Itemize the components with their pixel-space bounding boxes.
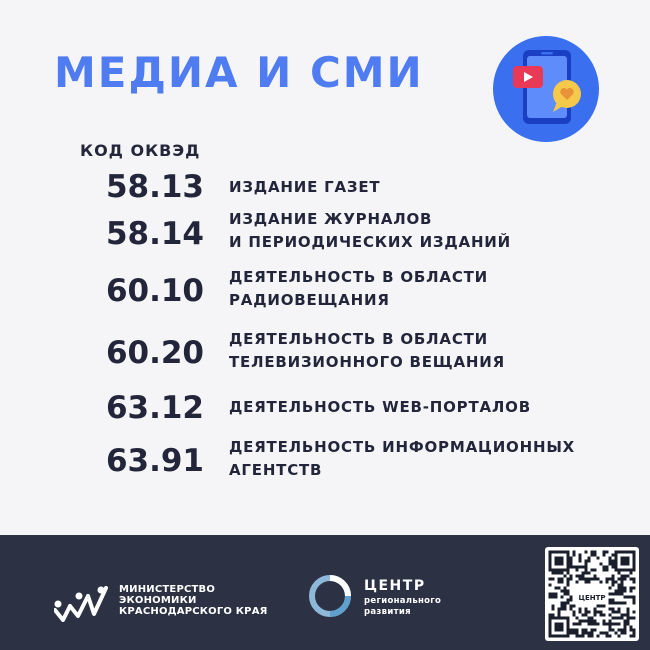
okved-row xyxy=(0,391,650,425)
okved-description-line: ИЗДАНИЕ ЖУРНАЛОВ xyxy=(229,210,433,228)
okved-description xyxy=(229,208,511,254)
ministry-name-line: КРАСНОДАРСКОГО КРАЯ xyxy=(119,606,268,617)
ministry-name-line: ЭКОНОМИКИ xyxy=(119,595,197,606)
okved-description-line: РАДИОВЕЩАНИЯ xyxy=(229,291,390,309)
center-subtitle-line: регионального xyxy=(364,596,442,606)
okved-row xyxy=(0,208,650,258)
okved-row xyxy=(0,266,650,316)
center-logo-icon xyxy=(306,572,354,620)
video-play-icon xyxy=(493,36,599,142)
okved-description-line: ТЕЛЕВИЗИОННОГО ВЕЩАНИЯ xyxy=(229,353,505,371)
center-subtitle-line: развития xyxy=(364,607,411,617)
okved-row xyxy=(0,169,650,205)
okved-row xyxy=(0,436,650,486)
okved-description-line: ДЕЯТЕЛЬНОСТЬ В ОБЛАСТИ xyxy=(229,330,489,348)
okved-description xyxy=(229,176,380,199)
qr-code-icon[interactable] xyxy=(545,547,639,641)
okved-description xyxy=(229,396,531,419)
ministry-logo-icon xyxy=(54,582,112,622)
okved-description-line: И ПЕРИОДИЧЕСКИХ ИЗДАНИЙ xyxy=(229,233,512,251)
okved-code: 58.14 xyxy=(105,216,204,252)
center-subtitle xyxy=(364,596,441,618)
okved-code: 58.13 xyxy=(105,169,204,205)
okved-description-line: ДЕЯТЕЛЬНОСТЬ WEB-ПОРТАЛОВ xyxy=(229,398,531,416)
okved-code-header: КОД ОКВЭД xyxy=(80,141,201,160)
ministry-name xyxy=(119,584,268,617)
okved-code: 63.91 xyxy=(105,443,204,479)
okved-description-line: ИЗДАНИЕ ГАЗЕТ xyxy=(229,178,381,196)
center-title: ЦЕНТР xyxy=(364,578,426,594)
qr-code-image xyxy=(545,547,639,641)
okved-description-line: АГЕНТСТВ xyxy=(229,461,323,479)
page-title: МЕДИА И СМИ xyxy=(54,48,424,97)
okved-code: 60.10 xyxy=(105,273,204,309)
okved-row xyxy=(0,328,650,378)
okved-description xyxy=(229,328,505,374)
okved-description xyxy=(229,436,575,482)
qr-center-label: ЦЕНТР xyxy=(578,594,606,602)
okved-description-line: ДЕЯТЕЛЬНОСТЬ В ОБЛАСТИ xyxy=(229,268,489,286)
okved-code: 63.12 xyxy=(105,390,204,426)
okved-code: 60.20 xyxy=(105,335,204,371)
okved-description-line: ДЕЯТЕЛЬНОСТЬ ИНФОРМАЦИОННЫХ xyxy=(229,438,576,456)
footer-bar xyxy=(0,535,650,650)
okved-description xyxy=(229,266,488,312)
ministry-name-line: МИНИСТЕРСТВО xyxy=(119,584,216,595)
media-illustration xyxy=(493,36,599,142)
